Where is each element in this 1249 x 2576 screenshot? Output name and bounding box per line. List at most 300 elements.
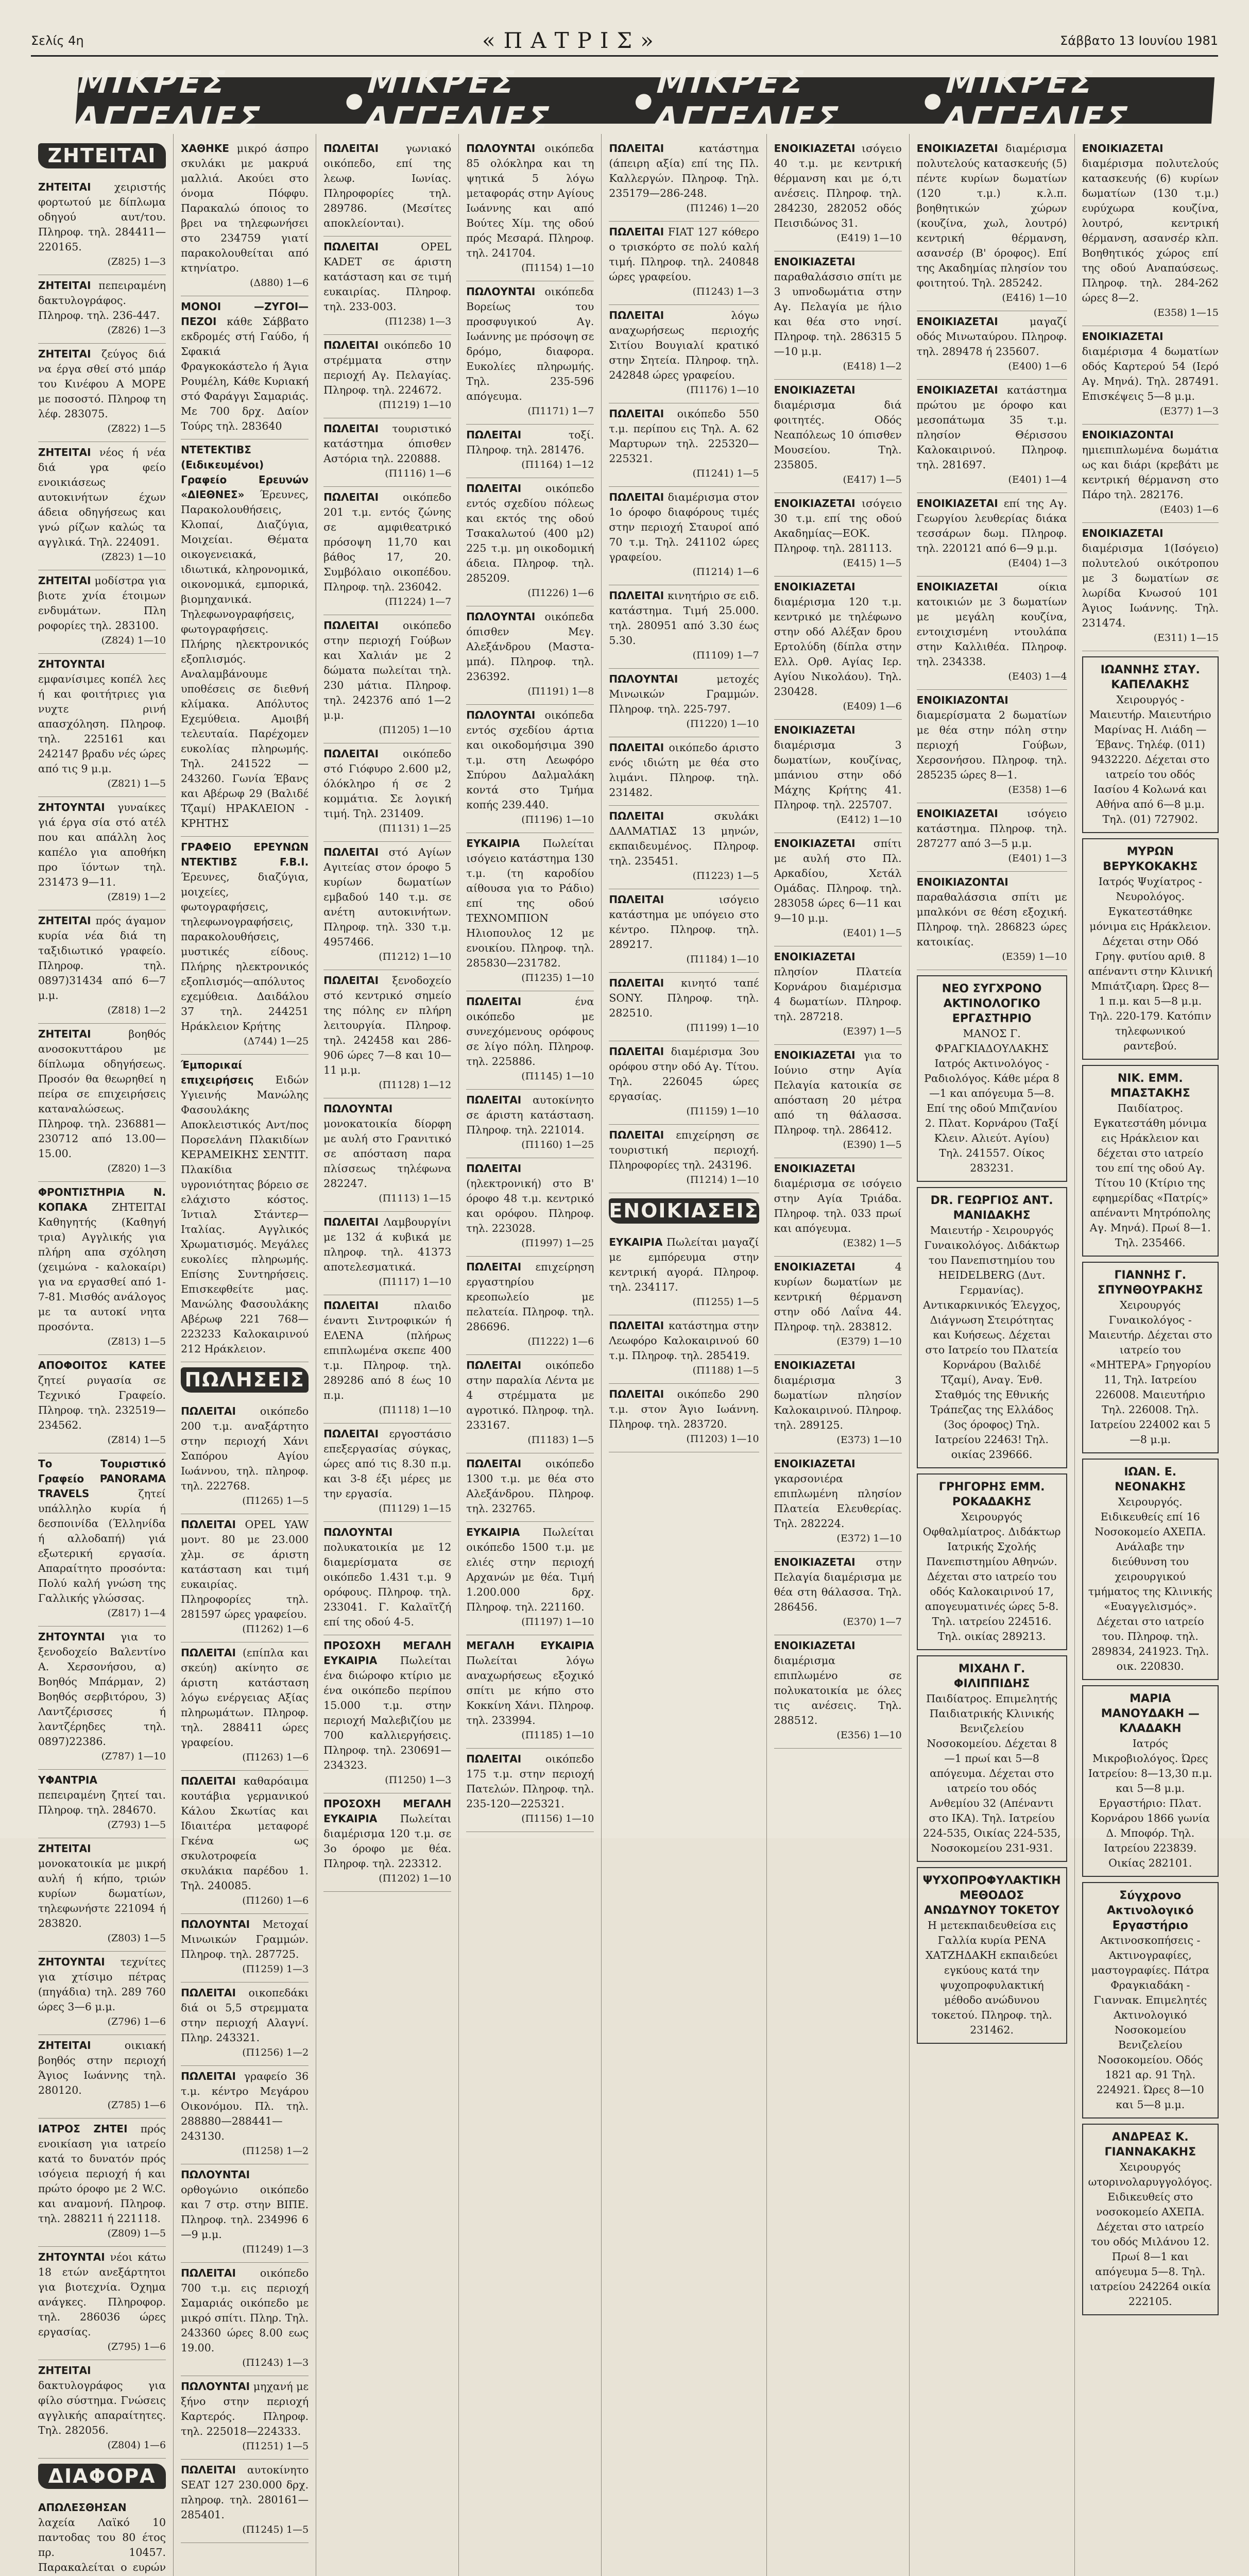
page-number: Σελίς 4η <box>31 33 84 48</box>
ad-code: (Π1128) 1—12 <box>379 1079 452 1091</box>
ad-code: (Π1243) 1—3 <box>692 286 759 297</box>
ad-code: (Π1214) 1—6 <box>692 566 759 578</box>
ad-code: (Π1196) 1—10 <box>521 814 594 825</box>
ad-code: (Z819) 1—2 <box>107 891 166 903</box>
ad-text: κατάστημα (άπειρη αξία) επί της Πλ. Καλλεργών. Πληροφ. Τηλ. 235179—286-248. <box>609 142 759 199</box>
ad-title: ΠΩΛΕΙΤΑΙ <box>466 429 522 441</box>
ad-code: (Π1223) 1—5 <box>692 870 759 882</box>
ad-title: ΕΝΟΙΚΙΑΖΕΤΑΙ <box>916 315 998 328</box>
ad-code: (Π1255) 1—5 <box>692 1296 759 1308</box>
ad-code: (Π1191) 1—8 <box>527 686 594 697</box>
ad-text: Παιδίατρος. Επιμελητής Παιδιατρικής Κλινικής Βενιζελείου Νοσοκομείου. Δέχεται 8—1 πρωί και 5—8 απόγευμα. Δέχεται στο ιατρείο του οδός Ανθεμίου 32 (Απέναντι στο ΙΚΑ). Τηλ. Ιατρείου 224-535, Οικίας 224-535, Νοσοκομείου 231-931. <box>922 1692 1061 1854</box>
classified-ad <box>181 1642 309 1771</box>
classified-ad <box>466 991 594 1090</box>
classified-ad <box>609 806 759 889</box>
ad-code: (Π1265) 1—5 <box>242 1495 309 1506</box>
column-7 <box>910 134 1075 2576</box>
classified-ad <box>38 2360 166 2459</box>
classified-ad <box>774 1355 902 1453</box>
ad-code: (Π1145) 1—10 <box>521 1071 594 1082</box>
ad-title: ΠΩΛΕΙΤΑΙ <box>181 2267 236 2279</box>
ad-text: ένα οικόπεδο με συνεχόμενους ορόφους σε λίγο πόλη. Πληροφ. τηλ. 225886. <box>466 995 594 1067</box>
professional-notice <box>1082 1065 1219 1257</box>
ad-title: ΠΩΛΕΙΤΑΙ <box>323 846 379 858</box>
ad-text: διαμέρισμα στον 1ο όροφο διαφόρους τιμές στην περιοχή Σταυροί από 70 τ.μ. Τηλ. 241102 ώρες γραφείου. <box>609 491 759 563</box>
banner-separator: ● <box>344 89 368 112</box>
classified-ad <box>466 606 594 705</box>
ad-title: ΕΝΟΙΚΙΑΖΕΤΑΙ <box>1082 330 1164 343</box>
ad-text: τεχνίτες για χτίσιμο πέτρας (πηγάδια) τηλ. 289 760 ώρες 3—6 μ.μ. <box>38 1956 166 2013</box>
ad-text: δακτυλογράφος για φίλο σύστημα. Γνώσεις αγγλικής απαραίτητες. Τηλ. 282056. <box>38 2379 166 2436</box>
ad-text: λόγω αναχωρήσεως περιοχής Σιτίου Βουγιαλί κρατικό στην Σητεία. Πληροφ. τηλ. 242848 ώρες γραφείου. <box>609 309 759 381</box>
ad-text: Πωλείται ισόγειο κατάστημα 130 τ.μ. (τη καροδίου αίθουσα για το Ράδιο) επί της οδού ΤΕΧΝΟΜΠΙΟΝ Ηλιοπουλος 12 με ενοικίου. Πληροφ. τηλ. 285830—231782. <box>466 837 594 969</box>
ad-code: (Ε418) 1—2 <box>843 361 902 372</box>
ad-text: κινητήριο σε ειδ. κατάστημα. Τιμή 25.000. τηλ. 280951 από 3.30 έως 5.30. <box>609 589 759 647</box>
classified-ad <box>38 570 166 654</box>
ad-title: ΜΥΡΩΝ ΒΕΡΥΚΟΚΑΚΗΣ <box>1103 845 1198 873</box>
ad-code: (Π1235) 1—10 <box>521 972 594 984</box>
ad-title: ΕΝΟΙΚΙΑΖΕΤΑΙ <box>774 1639 856 1652</box>
ad-title: ΠΩΛΕΙΤΑΙ <box>466 482 522 495</box>
ad-text: ισόγειο 30 τ.μ. επί της οδού Ακαδημίας—ΕΟΚ. Πληροφ. τηλ. 281113. <box>774 497 902 554</box>
professional-notice <box>917 1473 1067 1650</box>
ad-title: ΠΩΛΟΥΝΤΑΙ <box>466 709 536 721</box>
ad-text: οικόπεδα εντός σχεδίου άρτια και οικοδομήσιμα 390 τ.μ. στη Λεωφόρο Σπύρου Δαλμαλάκη κοντά στο Τμήμα κοπής 239.440. <box>466 709 594 811</box>
ad-code: (Π1997) 1—25 <box>521 1238 594 1249</box>
classified-ad <box>466 1453 594 1522</box>
ad-title: ΖΗΤΕΙΤΑΙ <box>38 1028 91 1040</box>
ad-title: ΝΙΚ. ΕΜΜ. ΜΠΑΣΤΑΚΗΣ <box>1110 1072 1190 1100</box>
classified-ad <box>466 281 594 425</box>
ad-title: ΖΗΤΕΙΤΑΙ <box>38 2039 91 2052</box>
ad-list <box>38 177 166 2459</box>
ad-code: (Ε412) 1—10 <box>836 814 902 825</box>
ad-code: (Π1259) 1—3 <box>242 1963 309 1975</box>
classified-ad <box>181 1055 309 1362</box>
professional-notice <box>1082 656 1219 833</box>
classified-ad <box>466 1749 594 1832</box>
classified-ad <box>323 487 451 615</box>
ad-text: 4 κυρίων δωματίων με κεντρική θέρμανση στην οδό Λαΐνα 44. Πληροφ. τηλ. 283812. <box>774 1261 902 1333</box>
ad-list <box>1082 138 1219 651</box>
ad-title: ΠΡΟΣΟΧΗ ΜΕΓΑΛΗ ΕΥΚΑΙΡΙΑ <box>323 1639 452 1667</box>
classified-ad <box>323 1793 451 1892</box>
ad-text: οικόπεδο εντός σχεδίου πόλεως και εκτός της οδού Τσακαλωτού (400 μ2) 225 τ.μ. μη οικοδομική άδεια. Πληροφ. τηλ. 285209. <box>466 482 594 584</box>
issue-date: Σάββατο 13 Ιουνίου 1981 <box>1060 33 1218 48</box>
ad-title: ΑΝΔΡΕΑΣ Κ. ΓΙΑΝΝΑΚΑΚΗΣ <box>1104 2131 1196 2159</box>
ad-title: ΕΝΟΙΚΙΑΖΕΤΑΙ <box>774 837 856 850</box>
ad-code: (Π1243) 1—3 <box>242 2357 309 2368</box>
classified-ad <box>38 1453 166 1626</box>
ad-title: ΠΩΛΕΙΤΑΙ <box>323 1299 379 1312</box>
ad-code: (Π1185) 1—10 <box>521 1730 594 1741</box>
ad-code: (Z804) 1—6 <box>107 2439 166 2451</box>
ad-text: διαμέρισμα 3 δωματίων, κουζίνας, μπάνιου στην οδό Μάχης Κρήτης 41. Πληροφ. τηλ. 225707. <box>774 739 902 811</box>
ad-title: ΠΩΛΕΙΤΑΙ <box>609 1319 664 1332</box>
classified-ad <box>466 1090 594 1158</box>
ad-code: (Ε404) 1—3 <box>1008 557 1067 569</box>
classified-ad <box>609 487 759 585</box>
ad-title: ΠΡΟΣΟΧΗ ΜΕΓΑΛΗ ΕΥΚΑΙΡΙΑ <box>323 1798 452 1825</box>
classified-ad <box>917 380 1067 493</box>
classified-ad <box>181 2066 309 2164</box>
ad-title: ΠΩΛΕΙΤΑΙ <box>323 1216 379 1228</box>
ad-title: ΨΥΧΟΠΡΟΦΥΛΑΚΤΙΚΗ ΜΕΘΟΔΟΣ ΑΝΩΔΥΝΟΥ ΤΟΚΕΤΟΥ <box>922 1874 1061 1917</box>
classified-ad <box>323 1212 451 1295</box>
ad-code: (Π1246) 1—20 <box>686 202 759 214</box>
classified-ad <box>609 1315 759 1384</box>
banner-text: ΜΙΚΡΕΣ ΑΓΓΕΛΙΕΣ <box>75 64 264 137</box>
classified-ad <box>774 946 902 1045</box>
classified-ad <box>466 1635 594 1749</box>
ad-text: διαμέρισμα πολυτελούς κατασκευής (6) κυρίων δωματίων (130 τ.μ.) ευρύχωρα κουζίνα, λουτρό, κεντρική θέρμανση, ασανσέρ κλπ. Βοηθητικός χώρος επί της οδού Αναπαύσεως. Πληροφ. τηλ. 284-262 ώρες 8—2. <box>1082 157 1219 304</box>
ad-title: ΜΑΡΙΑ ΜΑΝΟΥΔΑΚΗ — ΚΛΑΔΑΚΗ <box>1101 1692 1200 1735</box>
ad-text: οικόπεδο 290 τ.μ. στον Άγιο Ιωάννη. Πληροφ. τηλ. 283720. <box>609 1388 759 1430</box>
classified-ad <box>181 1514 309 1642</box>
ad-code: (Ε401) 1—3 <box>1008 853 1067 864</box>
ad-list <box>917 138 1067 970</box>
ad-text: μηχανή με ξήνο στην περιοχή Καρτερός. Πληροφ. τηλ. 225018—224333. <box>181 2380 309 2437</box>
ad-code: (Π1109) 1—7 <box>692 650 759 661</box>
ad-code: (Π1256) 1—2 <box>242 2047 309 2058</box>
ad-code: (Π1214) 1—10 <box>686 1174 759 1185</box>
classified-ad <box>38 1024 166 1182</box>
ad-text: οικόπεδο 200 τ.μ. αναξάρτητο στην περιοχή Χάνι Σαπόρου Αγίου Ιωάννου, τηλ. πληροφ. τηλ. 222768. <box>181 1405 309 1492</box>
classified-ad <box>609 1041 759 1125</box>
ad-title: ΠΩΛΕΙΤΑΙ <box>609 491 664 503</box>
column-3 <box>316 134 459 2576</box>
ad-text: νέος ή νέα διά γρα φείο ενοικιάσεως αυτοκινήτων έχων άδεια οδηγήσεως και γνώ ρίζων καλώς τα αγγλικά. Τηλ. 224091. <box>38 446 166 548</box>
ad-text: οικόπεδο 550 τ.μ. περίπου εις Τηλ. Α. 62 Μαρτυρων τηλ. 225320—225321. <box>609 408 759 465</box>
ad-code: (Z824) 1—10 <box>101 635 166 646</box>
classified-ad <box>38 1770 166 1838</box>
ad-text: διαμερίσματα 2 δωματίων με θέα στην πόλη στην περιοχή Γούβων, Χερσονήσου. Πληροφ. τηλ. 285235 ώρες 8—1. <box>916 709 1067 781</box>
ad-code: (Ε358) 1—15 <box>1153 307 1219 318</box>
section-header-poliseis: ΠΩΛΗΣΕΙΣ <box>181 1367 309 1393</box>
ad-text: αυτοκίνητο SEAT 127 230.000 δρχ. πληροφ. τηλ. 280161—285401. <box>181 2464 309 2521</box>
classified-ad <box>774 577 902 720</box>
ad-text: διαμέρισμα 1(Ισόγειο) πολυτελού οικότροπου με 3 δωματίων σε λωρίδα Κνωσού 101 Άγιος Ιωάννης. Τηλ. 231474. <box>1082 542 1219 629</box>
ad-title: ΕΝΟΙΚΙΑΖΕΤΑΙ <box>1082 527 1164 539</box>
classified-ad <box>181 439 309 837</box>
classified-ad <box>774 720 902 833</box>
ad-code: (Π1220) 1—10 <box>686 718 759 730</box>
classified-ad <box>38 1626 166 1770</box>
ad-code: (Π1113) 1—15 <box>379 1193 452 1204</box>
classified-ad <box>774 1635 902 1749</box>
classified-ad <box>38 1182 166 1355</box>
ad-title: ΖΗΤΟΥΝΤΑΙ <box>38 801 105 814</box>
classified-ad <box>917 803 1067 872</box>
ad-title: ΙΑΤΡΟΣ ΖΗΤΕΙ <box>38 2123 128 2135</box>
ad-title: ΠΩΛΟΥΝΤΑΙ <box>181 1918 250 1930</box>
classified-ad <box>774 493 902 577</box>
ad-title: ΠΩΛΟΥΝΤΑΙ <box>466 142 536 155</box>
classified-ad <box>181 1982 309 2066</box>
classified-ad <box>38 654 166 797</box>
classified-ad <box>38 344 166 442</box>
ad-code: (Ε379) 1—10 <box>836 1336 902 1347</box>
ad-columns <box>31 134 1226 2573</box>
ad-text: Χειρουργός. Ειδικευθείς επί 16 Νοσοκομείο ΑΧΕΠΑ. Ανάλαβε την διεύθυνση του χειρουργικού τμήματος της Κλινικής «Ευαγγελισμός». Δέχεται στο ιατρείο του. Πληροφ. τηλ. 289834, 241923. Τηλ. οικ. 220830. <box>1088 1496 1212 1672</box>
ad-title: ΠΩΛΕΙΤΑΙ <box>323 491 379 503</box>
ad-title: ΠΩΛΕΙΤΑΙ <box>466 1261 522 1273</box>
ad-text: οικόπεδο 175 τ.μ. στην περιοχή Πατελών. Πληροφ. τηλ. 235-120—225321. <box>466 1753 594 1810</box>
ad-title: ΕΝΟΙΚΙΑΖΕΤΑΙ <box>916 581 998 593</box>
ad-list <box>774 138 902 1749</box>
classified-ad <box>466 833 594 991</box>
classified-ad <box>323 1635 451 1793</box>
professional-notice <box>1082 1459 1219 1680</box>
ad-text: διαμέρισμα επιπλωμένο σε πολυκατοικία με όλες τις ανέσεις. Τηλ. 288512. <box>774 1654 902 1726</box>
ad-text: Ιατρός Ψυχίατρος - Νευρολόγος. Εγκατεστάθηκε μόνιμα εις Ηράκλειον. Δέχεται στην Οδό Γρηγ. φυτίου αριθ. 8 απέναντι στην Κλινική Μπιάτζιαρη. Ώρες 8—1 π.μ. και 5—8 μ.μ. Τηλ. 220-179. Κατόπιν τηλεφωνικού ραντεβού. <box>1088 875 1212 1052</box>
classified-ad <box>466 1355 594 1453</box>
ad-text: οικόπεδα Βορείως του προσφυγικού Αγ. Ιωάννης με πρόσοψη σε δρόμο, διαφορα. Ευκολίες πληρωμής. Τηλ. 235-596 απόγευμα. <box>466 285 594 402</box>
ad-code: (Π1262) 1—6 <box>242 1623 309 1635</box>
ad-code: (Π1203) 1—10 <box>686 1433 759 1445</box>
classified-ad <box>181 837 309 1055</box>
ad-title: ΖΗΤΟΥΝΤΑΙ <box>38 1956 105 1968</box>
ad-title: DR. ΓΕΩΡΓΙΟΣ ΑΝΤ. ΜΑΝΙΔΑΚΗΣ <box>930 1194 1053 1222</box>
classified-ad <box>774 1257 902 1355</box>
ad-title: ΠΩΛΕΙΤΑΙ <box>181 1518 236 1531</box>
ad-title: ΕΝΟΙΚΙΑΖΕΤΑΙ <box>774 1261 856 1273</box>
ad-text: Χειρουργός Οφθαλμίατρος. Διδάκτωρ Ιατρικής Σχολής Πανεπιστημίου Αθηνών. Δέχεται στο ιατρείο του οδός Καλοκαιρινού 17, απογευματινές ώρες 5-8. Τηλ. ιατρείου 224516. Τηλ. οικίας 289213. <box>922 1511 1061 1642</box>
classified-ad <box>466 1158 594 1257</box>
ad-text: νέοι κάτω 18 ετών ανεξάρτητοι για βιοτεχνία. Όχημα ανάγκες. Πληροφορ. τηλ. 286036 ώρες εργασίας. <box>38 2251 166 2338</box>
ad-title: ΠΩΛΟΥΝΤΑΙ <box>181 2380 250 2393</box>
ad-code: (Π1238) 1—3 <box>385 316 452 327</box>
classified-ad <box>609 403 759 487</box>
classified-ad <box>774 1045 902 1158</box>
classified-ad <box>323 970 451 1098</box>
ad-list <box>609 138 759 1193</box>
ad-title: ΠΩΛΕΙΤΑΙ <box>609 1388 664 1400</box>
classified-ad <box>609 973 759 1041</box>
ad-text: κατάστημα πρώτου με όροφο και μεσοπάτωμα 35 τ.μ. πλησίον Θέρισσου Καλοκαιρινού. Πληροφ. τηλ. 281697. <box>916 384 1067 471</box>
classified-ad <box>609 669 759 737</box>
ad-text: εμφανίσιμες κοπέλ λες ή και φοιτήτριες για νυχτε ρινή απασχόληση. Πληροφ. τηλ. 225161 και 242147 βραδυ νές ώρες από τις 9 μ.μ. <box>38 673 166 775</box>
classified-ad <box>774 1158 902 1257</box>
classified-ad <box>917 138 1067 311</box>
classified-ad <box>181 296 309 439</box>
classified-ad <box>1082 523 1219 651</box>
ad-text: Μαιευτήρ - Χειρουργός Γυναικολόγος. Διδάκτωρ του Πανεπιστημίου του HEIDELBERG (Δυτ. Γερμανίας). Αντικαρκινικός Έλεγχος, Διάγνωση Στειρότητας και Κυήσεως. Δέχεται στο Ιατρείο του Πλατεία Κορνάρου (Βαλιδέ Τζαμί), Αναγ. Ένθ. Σταθμός της Εθνικής Τράπεζας της Ελλάδος (3ος όροφος) Τηλ. Ιατρείου 22463! Τηλ. οικίας 239666. <box>923 1224 1061 1461</box>
ad-code: (Z825) 1—3 <box>107 256 166 267</box>
professional-notice <box>1082 1685 1219 1877</box>
ad-text: Έρευνες, Παρακολουθήσεις, Κλοπαί, Διαζύγια, Μοιχείαι. Θέματα οικογενειακά, ιδιωτικά, κληρονομικά, οικονομικά, εμπορικά, βιομηχανικά. Τηλεφωνογραφήσεις, φωτογραφήσεις. Πλήρης ηλεκτρονικός εξοπλισμός. Αναλαμβάνουμε υποθέσεις σε διεθνή κλίμακα. Απόλυτος Εχεμύθεια. Αμοιβή τελευταία. Παρέχομεν ευκολίας πληρωμής. Τηλ. 241522 — 243260. Γωνία Έβανς και Αβέρωφ 29 (Βαλιδέ Τζαμί) ΗΡΑΚΛΕΙΟΝ - ΚΡΗΤΗΣ <box>181 488 309 829</box>
ad-text: Πωλείται διαμέρισμα 120 τ.μ. σε 3ο όροφο με θέα. Πληροφ. τηλ. 223312. <box>323 1812 452 1870</box>
ad-title: ΖΗΤΟΥΝΤΑΙ <box>38 658 105 670</box>
ad-text: στό Αγίων Αγιτείας στον όροφο 5 κυρίων δωματίων εμβαδού 140 τ.μ. σε ανέτη αυτοκινήτων. Πληροφ. τηλ. 330 τ.μ. 4957466. <box>323 846 452 948</box>
ad-title: ΠΩΛΕΙΤΑΙ <box>323 974 379 987</box>
ad-title: ΠΩΛΕΙΤΑΙ <box>466 1094 522 1106</box>
ad-text: Παιδίατρος. Εγκατεστάθη μόνιμα εις Ηράκλειον και δέχεται στο ιατρείο του επί της οδού Αγ. Τίτου 10 (Κτίριο της εφημερίδας «Πατρίς» απέναντι Μητρόπολης Αγ. Μηνά). Πρωί 8—1. Τηλ. 235466. <box>1089 1102 1211 1249</box>
classified-ad <box>323 335 451 418</box>
ad-title: ΖΗΤΟΥΝΤΑΙ <box>38 1631 105 1643</box>
ad-list <box>466 138 594 1257</box>
ad-code: (Z818) 1—2 <box>107 1005 166 1016</box>
ad-title: ΠΩΛΟΥΝΤΑΙ <box>466 285 536 298</box>
ad-title: ΠΩΛΕΙΤΑΙ <box>466 1753 522 1765</box>
classified-ad <box>1082 138 1219 326</box>
ad-text: Χειρουργός - Μαιευτήρ. Μαιευτήριο Μαρίνας Η. Λιάδη — Έβανς. Τηλέφ. (011) 9432220. Δέχεται στο ιατρείο του οδός Ιασίου 4 Κολωνά και Αθήνα από 6—8 μ.μ. Τηλ. (01) 727902. <box>1089 693 1211 825</box>
ad-text: οικόπεδο στην περιοχή Γούβων και Χαλιάν με 2 δώματα πωλείται τηλ. 230 μάτια. Πληροφ. τηλ. 242376 από 1—2 μ.μ. <box>323 619 452 721</box>
ad-code: (Z814) 1—5 <box>107 1434 166 1446</box>
classified-ad <box>466 138 594 281</box>
ad-text: διαμέρισμα 120 τ.μ. κεντρικό με τηλέφωνο στην οδό Αλέξαν δρου Ερτολύδη (δίπλα στην Ελλ. Ορθ. Αγίας Ιερ. Αγίου Νικολάου). Τηλ. 230428. <box>774 596 902 698</box>
ad-text: παραθαλάσσια σπίτι με μπαλκόνι σε θέση εξοχική. Πληροφ. τηλ. 286823 ώρες κατοικίας. <box>916 891 1067 948</box>
ad-code: (Π1159) 1—10 <box>686 1106 759 1117</box>
ad-title: ΠΩΛΕΙΤΑΙ <box>466 995 522 1008</box>
ad-text: γυναίκες γιά έργα σία στό ατέλ που και απάλλη λος καπέλο για αποθήκη προ ϊόντων τηλ. 231473 9—11. <box>38 801 166 888</box>
ad-text: οικιακή βοηθός στην περιοχή Άγιος Ιωάννης τηλ. 280120. <box>38 2039 166 2096</box>
classified-ad <box>609 138 759 222</box>
ad-title: ΜΟΝΟΙ —ΖΥΓΟΙ—ΠΕΖΟΙ <box>181 300 309 328</box>
classified-ad <box>466 1257 594 1355</box>
classified-ad <box>609 889 759 973</box>
section-header-zitountai: ΖΗΤΕΙΤΑΙ <box>38 143 166 168</box>
ad-list <box>609 1232 759 1452</box>
ad-text: διαμέρισμα πολυτελούς κατασκευής (5) πέντε κυρίων δωματίων (120 τ.μ.) κ.λ.π. βοηθητικών χώρων (κουζίνα, χωλ, λουτρό) κεντρική θέρμανση, ασανσέρ (Β' όροφος). Επί της Ακαδημίας πλησίον του φοιτητού. Τηλ. 285242. <box>916 142 1067 289</box>
ad-title: ΕΝΟΙΚΙΑΖΕΤΑΙ <box>916 807 998 820</box>
ad-title: ΕΝΟΙΚΙΑΖΕΤΑΙ <box>916 384 998 396</box>
ad-title: ΕΝΟΙΚΙΑΖΕΤΑΙ <box>774 1359 856 1371</box>
ad-title: ΠΩΛΕΙΤΑΙ <box>323 339 379 351</box>
ad-title: ΠΩΛΟΥΝΤΑΙ <box>609 673 678 685</box>
ad-title: ΖΗΤΕΙΤΑΙ <box>38 181 91 193</box>
ad-title: ΠΩΛΕΙΤΑΙ <box>609 810 664 822</box>
classified-ad <box>609 737 759 806</box>
ad-title: ΕΝΟΙΚΙΑΖΕΤΑΙ <box>774 581 856 593</box>
ad-text: πεπειραμένη δακτυλογράφος. Πληροφ. τηλ. 236-447. <box>38 279 166 321</box>
classified-ad <box>323 1522 451 1635</box>
ad-code: (Z795) 1—6 <box>107 2341 166 2352</box>
ad-title: ΧΑΘΗΚΕ <box>181 142 229 155</box>
classified-ad <box>38 1952 166 2035</box>
ad-text: ημιεπιπλωμένα δωμάτια ως και διάρι (κρεβάτι με κεντρική θέρμανση στο Πάρο τηλ. 282176. <box>1082 444 1219 501</box>
ad-code: (Ε401) 1—4 <box>1008 474 1067 485</box>
ad-text: Πωλείται λόγω αναχωρήσεως εξοχικό σπίτι με κήπο στο Κοκκίνη Χάνι. Πληροφ. τηλ. 233994. <box>466 1654 594 1726</box>
ad-title: ΖΗΤΕΙΤΑΙ <box>38 574 91 587</box>
ad-text: πλαιδο έναντι Σιντροφικών ή ΕΛΕΝΑ (πλήρως επιπλωμένα σκεπε 400 τ.μ. Πληροφ. τηλ. 289286 από 8 έως 10 π.μ. <box>323 1299 452 1401</box>
classified-ad <box>38 2247 166 2360</box>
ad-text: σκυλάκι ΔΑΛΜΑΤΙΑΣ 13 μηνών, εκπαιδευμένος. Πληροφ. τηλ. 235451. <box>609 810 759 867</box>
ad-text: FIAT 127 κόθερο ο τρισκόρτο σε πολύ καλή τιμή. Πληροφ. τηλ. 240848 ώρες γραφείου. <box>609 226 759 283</box>
ad-code: (Ε382) 1—5 <box>843 1238 902 1249</box>
ad-title: ΠΩΛΕΙΤΑΙ <box>466 1458 522 1470</box>
ad-text: χειριστής φορτωτού με δίπλωμα οδηγού αυτ/του. Πληροφ. τηλ. 284411—220165. <box>38 181 166 253</box>
ad-title: ΕΥΚΑΙΡΙΑ <box>609 1236 663 1248</box>
page-header <box>31 26 1218 57</box>
ad-list <box>181 1401 309 2543</box>
ad-code: (Π1129) 1—15 <box>379 1503 452 1514</box>
ad-title: Έμπορικαί επιχειρήσεις <box>181 1059 254 1086</box>
ad-code: (Z823) 1—10 <box>101 551 166 563</box>
classified-ad <box>181 2376 309 2460</box>
ad-code: (Π1245) 1—5 <box>242 2524 309 2535</box>
ad-text: επιχείρηση σε τουριστική περιοχή. Πληροφορίες τηλ. 243196. <box>609 1129 759 1171</box>
banner-text: ΜΙΚΡΕΣ ΑΓΓΕΛΙΕΣ <box>364 64 554 137</box>
ad-list <box>466 1257 594 1832</box>
ad-text: οίκια κατοικιών με 3 δωματίων με μεγάλη κουζίνα, εντοιχισμένη ντουλάπα στην Καλλιθέα. Πληροφ. τηλ. 234338. <box>916 581 1067 668</box>
classified-ad <box>774 1453 902 1552</box>
classified-ad <box>38 2119 166 2247</box>
classified-ad <box>181 2164 309 2263</box>
ad-text: ισόγειο κατάστημα. Πληροφ. τηλ. 287277 από 3—5 μ.μ. <box>916 807 1067 850</box>
ad-text: οικόπεδα 85 ολόκληρα και τη ψητικά 5 λόγω μεταφοράς στην Αγίους Ιωάννης και από Βούτες Χίμ. της οδού πρός Μεσαρά. Πληροφ. τηλ. 241704. <box>466 142 594 259</box>
ad-code: (Π1154) 1—10 <box>521 262 594 274</box>
ad-title: ΖΗΤΟΥΝΤΑΙ <box>38 2251 105 2263</box>
newspaper-title: «ΠΑΤΡΙΣ» <box>482 28 662 53</box>
banner-text: ΜΙΚΡΕΣ ΑΓΓΕΛΙΕΣ <box>942 64 1132 137</box>
ad-text: μικρό άσπρο σκυλάκι με μακρυά μαλλιά. Ακούει στο όνομα Πόφφυ. Παρακαλώ όποιος το βρει να τηλεφωνήσει στο 234759 γιατί παρακολουθείται από κτηνίατρο. <box>181 142 309 274</box>
ad-text: καθαρόαιμα κουτάβια γερμανικού Κάλου Σκωτίας και Ιδιαιτέρα μεταφορέ Γκένα ως σκυλοτροφεία σκυλάκια παρέδου 1. Τηλ. 240085. <box>181 1775 309 1892</box>
ad-text: εργοστάσιο επεξεργασίας σύγκας, ώρες από τις 8.30 π.μ. και 3-8 έξι μέρες με την εργασία. <box>323 1428 452 1500</box>
ad-code: (Z785) 1—6 <box>107 2099 166 2111</box>
ad-code: (Π1258) 1—2 <box>242 2145 309 2157</box>
ad-code: (Π1202) 1—10 <box>379 1873 452 1884</box>
classified-ad <box>609 1232 759 1315</box>
ad-title: ΦΡΟΝΤΙΣΤΗΡΙΑ Ν. ΚΟΠΑΚΑ <box>38 1186 166 1213</box>
ad-title: ΠΩΛΕΙΤΑΙ <box>609 893 664 906</box>
ad-text: Λαμβουργίνι με 132 ά κυβικά με πληροφ. τηλ. 41373 αποτελεσματικά. <box>323 1216 452 1273</box>
ad-title: ΖΗΤΕΙΤΑΙ <box>38 279 91 292</box>
ad-text: OPEL KADET σε άριστη κατάσταση και σε τιμή ευκαιρίας. Πληροφ. τηλ. 233-003. <box>323 241 452 313</box>
ad-code: (Ε417) 1—5 <box>843 474 902 485</box>
ad-text: βοηθός ανοσοκυττάρου με δίπλωμα οδηγήσεως. Προσόν θα θεωρηθεί η πείρα σε επιχειρήσεις καταναλώσεως. Πληροφ. τηλ. 236881—230712 από 13.00—15.00. <box>38 1028 166 1160</box>
classified-ad <box>323 743 451 842</box>
ad-text: λαχεία Λαϊκό 10 παντοδας του 80 έτος πρ. 10457. Παρακαλείται ο ευρών <box>38 2516 166 2573</box>
ad-code: (Π1197) 1—10 <box>521 1616 594 1628</box>
ad-text: ΜΑΝΟΣ Γ. ΦΡΑΓΚΙΑΔΟΥΛΑΚΗΣ Ιατρός Ακτινολόγος - Ραδιολόγος. Κάθε μέρα 8—1 και απόγευμα 5—8. Επί της οδού Μπιζανίου 2. Πλατ. Κορνάρου (Ταξί Κλειν. Αλιεύτ. Αγίου) Τηλ. 241557. Οίκος 283231. <box>924 1027 1060 1174</box>
ad-text: διαμέρισμα 3ου ορόφου στην οδό Αγ. Τίτου. Τηλ. 226045 ώρες εργασίας. <box>609 1045 759 1103</box>
ad-code: (Π1205) 1—10 <box>379 724 452 736</box>
ad-title: ΕΝΟΙΚΙΑΖΕΤΑΙ <box>774 384 856 396</box>
ad-title: ΕΥΚΑΙΡΙΑ <box>466 837 520 850</box>
ad-title: ΝΤΕΤΕΚΤΙΒΣ (Ειδικευμένοι) Γραφείο Ερευνών «ΔΙΕΘΝΕΣ» <box>181 444 309 501</box>
ad-text: διαμέρισμα 3 δωματίων πλησίον Καλοκαιρινού. Πληροφ. τηλ. 289125. <box>774 1374 902 1431</box>
column-2 <box>174 134 316 2576</box>
column-4 <box>459 134 602 2576</box>
classified-ad <box>181 1914 309 1982</box>
ad-code: (Ε311) 1—15 <box>1153 632 1219 643</box>
ad-text: ισόγειο 40 τ.μ. με κεντρική θέρμανση και με ό,τι ανέσεις. Πληροφ. τηλ. 284230, 282052 οδός Πεισιδώνος 31. <box>774 142 902 229</box>
ad-text: (επίπλα και σκεύη) ακίνητο σε άριστη κατάσταση λόγω ενέργειας Αξίας πληρωμάτων. Πληροφ. τηλ. 288411 ώρες γραφείου. <box>181 1647 309 1749</box>
ad-code: (Π1164) 1—12 <box>521 459 594 470</box>
ad-code: (Π1184) 1—10 <box>686 954 759 965</box>
ad-code: (Z809) 1—5 <box>107 2228 166 2239</box>
ad-title: ΠΩΛΕΙΤΑΙ <box>181 2464 236 2476</box>
ad-title: ΕΝΟΙΚΙΑΖΕΤΑΙ <box>774 1458 856 1470</box>
classified-ad <box>38 797 166 910</box>
banner-separator: ● <box>922 89 946 112</box>
ad-text: για το ξενοδοχείο Βαλεντίνο Α. Χερσονήσου, α) Βοηθός Μπάρμαν, 2) Βοηθός σερβιτόρου, 3) Λαντζέρισσες ή λαντζέρηδες τηλ. 0897)22386. <box>38 1631 166 1748</box>
ad-code: (Π1183) 1—5 <box>527 1434 594 1446</box>
ad-text: Χειρουργός ωτορινολαρυγγολόγος. Ειδικευθείς στο νοσοκομείο ΑΧΕΠΑ. Δέχεται στο ιατρείο του οδός Μιλάνου 12. Πρωί 8—1 και απόγευμα 5—8. Τηλ. ιατρείου 242264 οικία 222105. <box>1088 2161 1213 2308</box>
ad-code: (Ε409) 1—6 <box>843 701 902 712</box>
ad-text: γκαρσονιέρα επιπλωμένη πλησίον Πλατεία Ελευθερίας. Τηλ. 282224. <box>774 1472 902 1530</box>
classified-ad <box>181 1401 309 1514</box>
classified-ad <box>466 705 594 833</box>
ad-code: (Ε372) 1—10 <box>836 1533 902 1544</box>
classified-ad <box>917 311 1067 380</box>
classified-ad <box>38 442 166 570</box>
ad-list <box>181 138 309 1362</box>
ad-text: μονοκατοικία δίορφη με αυλή στο Γρανιτικό σε απόσταση παρα πλίσσεως τηλέφωνα 282247. <box>323 1117 452 1190</box>
ad-text: Μετοχαί Μινωικών Γραμμών. Πληροφ. τηλ. 287725. <box>181 1918 309 1960</box>
ad-title: ΖΗΤΕΙΤΑΙ <box>38 446 91 459</box>
